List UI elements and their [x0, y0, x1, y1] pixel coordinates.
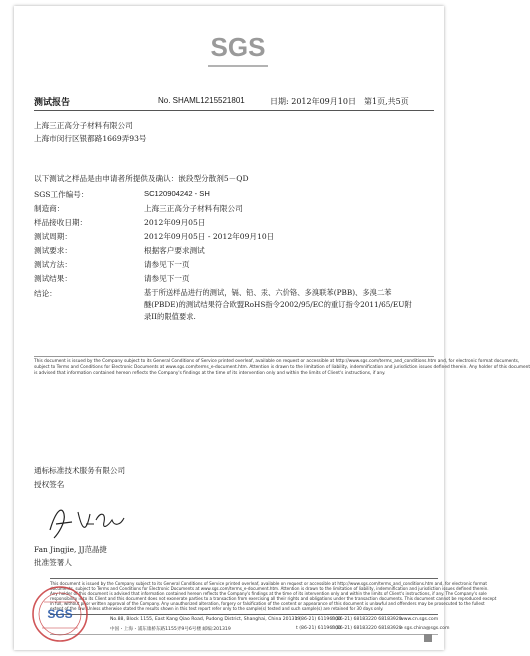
page-corner-mark — [424, 634, 432, 642]
conclusion-line-2: 醚(PBDE)的测试结果符合欧盟RoHS指令2002/95/EC的重订指令2011/65/EU附 — [144, 300, 412, 309]
footer-tel-2: t (86-21) 61196300 — [296, 626, 342, 631]
notice-divider — [34, 356, 434, 357]
svg-text:SGS: SGS — [210, 32, 266, 62]
sgs-logo — [206, 26, 270, 70]
page-number: 第1页,共5页 — [364, 97, 409, 106]
field-value-job-no: SC120904242 - SH — [144, 189, 210, 198]
field-label-test-period: 测试周期： — [34, 232, 72, 241]
signatory-name: Fan Jingjie, JJ范晶捷 — [34, 545, 107, 554]
footer-notice-line-4: responsibility is to its Client and this document does not exonerate parties to a transaction from exercising all their rights and obligations under the transaction documents. This document cannot be reproduced except — [50, 596, 497, 601]
report-title: 测试报告 — [34, 98, 71, 108]
field-label-received-date: 样品接收日期： — [34, 218, 88, 227]
field-label-test-method: 测试方法： — [34, 260, 72, 269]
svg-text:SGS: SGS — [47, 607, 73, 621]
footer-notice-line-3: Any holder of this document is advised that information contained hereon reflects the Company's findings at the time of its intervention only and within the limits of Client's instructions, if any. The Company's sole — [50, 591, 487, 596]
footer-notice-line-5: in full, without prior written approval of the Company. Any unauthorized alteration, forgery or falsification of the content or appearance of this document is unlawful and offenders may be prosecuted to the fullest — [50, 601, 485, 606]
field-value-manufacturer: 上海三正高分子材料有限公司 — [144, 204, 243, 213]
notice-line-2: subject to Terms and Conditions for Electronic Documents at www.sgs.com/terms_e-document.htm. Attention is drawn to the limitation of liability, indemnification and jurisdiction issues defined therein. Any holder of this document — [34, 365, 530, 370]
field-value-test-request: 根据客户要求测试 — [144, 246, 205, 255]
footer-address-en: No.88, Block 1155, East Kang Qiao Road, Pudong District, Shanghai, China 201319 — [110, 617, 301, 622]
sgs-seal-stamp — [30, 584, 90, 644]
conclusion-label: 结论： — [34, 289, 57, 298]
field-label-manufacturer: 制造商： — [34, 204, 65, 213]
footer-mid-divider — [50, 614, 438, 615]
conclusion-line-3: 录II的限值要求. — [144, 312, 196, 321]
conclusion-line-1: 基于所送样品进行的测试，镉、铅、汞、六价铬、多溴联苯(PBB)、多溴二苯 — [144, 288, 392, 297]
footer-web-2: e sgs.china@sgs.com — [400, 626, 450, 631]
field-value-test-period: 2012年09月05日 - 2012年09月10日 — [144, 232, 275, 241]
signatory-org: 通标标准技术服务有限公司 — [34, 466, 126, 475]
field-value-test-result: 请参见下一页 — [144, 274, 190, 283]
footer-bottom-divider — [50, 634, 438, 635]
handwritten-signature — [42, 500, 126, 544]
report-page — [14, 6, 530, 650]
footer-address-cn: 中国・上海・浦东康桥东路1155弄9号6号楼 邮编:201319 — [110, 627, 231, 632]
footer-tel-1: t (86-21) 61196300 — [296, 617, 342, 622]
footer-web-1: www.cn.sgs.com — [400, 617, 439, 622]
field-label-test-result: 测试结果： — [34, 274, 72, 283]
signatory-title: 批准签署人 — [34, 558, 72, 567]
field-label-job-no: SGS工作编号： — [34, 190, 89, 199]
notice-line-1: This document is issued by the Company subject to its General Conditions of Service printed overleaf, available on request or accessible at http://www.sgs.com/terms_and_conditions.htm and, for electronic format documents, — [34, 359, 520, 364]
footer-notice-line-2: documents, subject to Terms and Conditions for Electronic Documents at www.sgs.com/terms_e-document.htm. Attention is drawn to the limitation of liability, indemnification and jurisdiction issues defined therein. — [50, 586, 489, 591]
applicant-address: 上海市闵行区银都路1669弄93号 — [34, 134, 147, 143]
footer-notice-line-6: extent of the law. Unless otherwise stated the results shown in this test report refer only to the sample(s) tested and such sample(s) are retained for 30 days only. — [50, 606, 384, 611]
field-label-test-request: 测试要求： — [34, 246, 72, 255]
field-value-received-date: 2012年09月05日 — [144, 218, 206, 227]
field-value-test-method: 请参见下一页 — [144, 260, 190, 269]
sample-statement: 以下测试之样品是由申请者所提供及确认：嵌段型分散剂5－QD — [34, 174, 249, 183]
footer-fax-2: f (86-21) 68183220 68183920 — [332, 626, 402, 631]
report-number: No. SHAML1215521801 — [158, 96, 245, 105]
footer-notice-line-1: This document is issued by the Company subject to its General Conditions of Service printed overleaf, available on request or accessible at http://www.sgs.com/terms_and_conditions.htm and, for electronic format — [50, 581, 487, 586]
footer-top-divider — [50, 578, 438, 579]
footer-fax-1: f (86-21) 68183220 68183920 — [332, 617, 402, 622]
notice-line-3: is advised that information contained hereon reflects the Company's findings at the time of its intervention only and within the limits of Client's instructions, if any. — [34, 371, 386, 376]
report-date: 日期: 2012年09月10日 — [270, 97, 356, 106]
header-divider — [34, 110, 434, 111]
signatory-role: 授权签名 — [34, 480, 65, 489]
applicant-name: 上海三正高分子材料有限公司 — [34, 121, 133, 130]
